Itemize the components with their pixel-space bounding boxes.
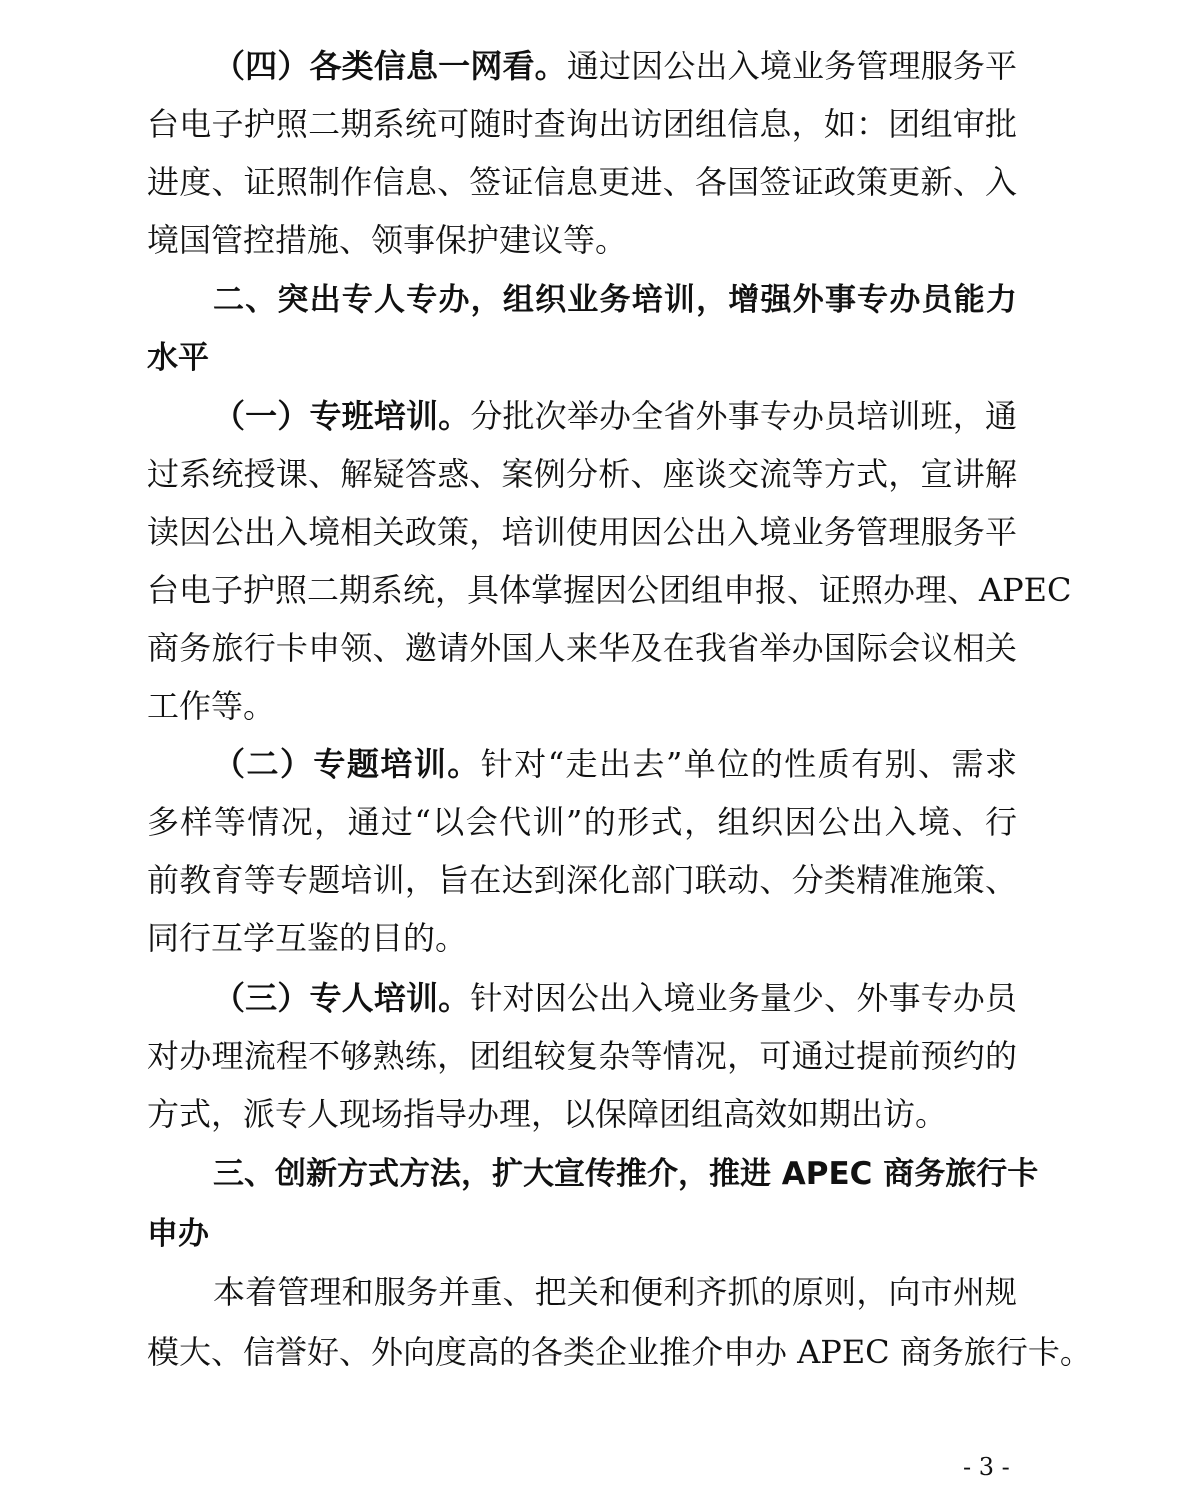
section-four-line-4: 境国管控措施、领事保护建议等。 bbox=[147, 221, 628, 259]
training-one-line-4: 台电子护照二期系统，具体掌握因公团组申报、证照办理、APEC bbox=[147, 571, 1072, 609]
heading-three-line-2: 申办 bbox=[147, 1216, 209, 1252]
training-two-text: 针对“走出去”单位的性质有别、需求 bbox=[480, 745, 1017, 783]
heading-two-line-2: 水平 bbox=[147, 340, 209, 376]
heading-two-line-1: 二、突出专人专办，组织业务培训，增强外事专办员能力 bbox=[213, 282, 1017, 318]
training-three-lead: （三）专人培训。 bbox=[213, 979, 471, 1017]
training-one-line-3: 读因公出入境相关政策，培训使用因公出入境业务管理服务平 bbox=[147, 513, 1017, 551]
training-three-text: 针对因公出入境业务量少、外事专办员 bbox=[470, 979, 1017, 1017]
training-three-line-3: 方式，派专人现场指导办理，以保障团组高效如期出访。 bbox=[147, 1095, 948, 1133]
training-two-line-4: 同行互学互鉴的目的。 bbox=[147, 919, 468, 957]
section-four-line-3: 进度、证照制作信息、签证信息更进、各国签证政策更新、入 bbox=[147, 163, 1017, 201]
heading-three-line-1: 三、创新方式方法，扩大宣传推介，推进 APEC 商务旅行卡 bbox=[213, 1156, 1039, 1192]
training-one-line-5: 商务旅行卡申领、邀请外国人来华及在我省举办国际会议相关 bbox=[147, 629, 1017, 667]
section-four-lead: （四）各类信息一网看。 bbox=[213, 47, 567, 85]
training-one-line-1 bbox=[213, 396, 1017, 436]
closing-paragraph-line-1: 本着管理和服务并重、把关和便利齐抓的原则，向市州规 bbox=[213, 1273, 1017, 1311]
section-four-text: 通过因公出入境业务管理服务平 bbox=[566, 47, 1017, 85]
section-four-line-1 bbox=[213, 46, 1017, 86]
training-one-lead: （一）专班培训。 bbox=[213, 397, 471, 435]
closing-paragraph-line-2: 模大、信誉好、外向度高的各类企业推介申办 APEC 商务旅行卡。 bbox=[147, 1333, 1092, 1371]
training-two-line-2: 多样等情况，通过“以会代训”的形式，组织因公出入境、行 bbox=[147, 803, 1017, 841]
training-two-line-3: 前教育等专题培训，旨在达到深化部门联动、分类精准施策、 bbox=[147, 861, 1017, 899]
training-three-line-1 bbox=[213, 978, 1017, 1018]
training-one-line-6: 工作等。 bbox=[147, 687, 276, 725]
page-number: - 3 - bbox=[963, 1453, 1010, 1481]
training-two-lead: （二）专题培训。 bbox=[213, 745, 481, 783]
training-two-line-1 bbox=[213, 744, 1017, 784]
section-four-line-2: 台电子护照二期系统可随时查询出访团组信息，如：团组审批 bbox=[147, 105, 1017, 143]
training-one-line-2: 过系统授课、解疑答惑、案例分析、座谈交流等方式，宣讲解 bbox=[147, 455, 1017, 493]
training-three-line-2: 对办理流程不够熟练，团组较复杂等情况，可通过提前预约的 bbox=[147, 1037, 1017, 1075]
training-one-text: 分批次举办全省外事专办员培训班，通 bbox=[470, 397, 1017, 435]
